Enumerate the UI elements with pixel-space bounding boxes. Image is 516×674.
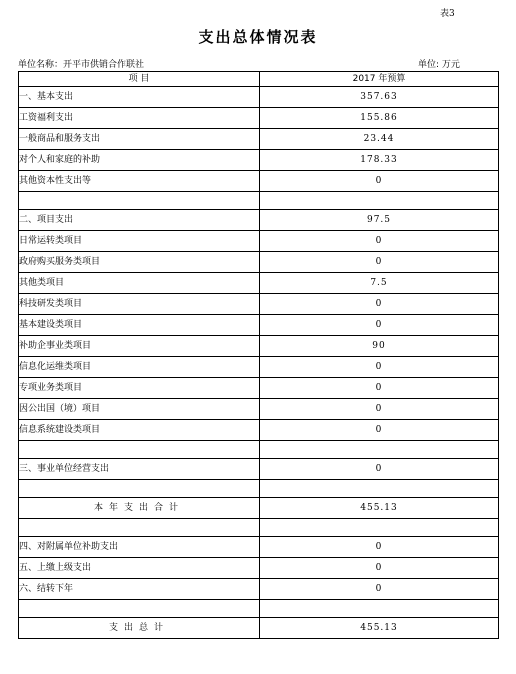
row-value-cell: 0	[260, 459, 499, 480]
row-value-cell: 455.13	[260, 618, 499, 639]
blank-row	[19, 600, 499, 618]
blank-row	[19, 519, 499, 537]
row-value-cell: 0	[260, 171, 499, 192]
row-value-cell: 0	[260, 420, 499, 441]
row-value-cell: 7.5	[260, 273, 499, 294]
table-row	[19, 252, 499, 273]
blank-cell	[260, 441, 499, 459]
table-row	[19, 420, 499, 441]
total-row	[19, 498, 499, 519]
row-value-cell: 0	[260, 537, 499, 558]
row-label-cell: 其他类项目	[19, 273, 260, 294]
row-label-cell: 专项业务类项目	[19, 378, 260, 399]
row-value-cell: 178.33	[260, 150, 499, 171]
row-value-cell: 90	[260, 336, 499, 357]
table-row	[19, 129, 499, 150]
header-budget-cell: 2017 年预算	[260, 72, 499, 87]
row-label-cell: 三、事业单位经营支出	[19, 459, 260, 480]
row-value-cell: 0	[260, 579, 499, 600]
currency-unit-label: 单位: 万元	[418, 60, 460, 70]
row-value-cell: 455.13	[260, 498, 499, 519]
row-label-cell: 支出总计	[19, 618, 260, 639]
row-value-cell: 0	[260, 357, 499, 378]
row-label-cell: 信息化运维类项目	[19, 357, 260, 378]
row-label-cell: 一、基本支出	[19, 87, 260, 108]
row-label-cell: 六、结转下年	[19, 579, 260, 600]
table-row	[19, 459, 499, 480]
row-value-cell: 0	[260, 231, 499, 252]
row-label-cell: 其他资本性支出等	[19, 171, 260, 192]
blank-cell	[260, 600, 499, 618]
table-row	[19, 108, 499, 129]
row-value-cell: 0	[260, 378, 499, 399]
row-label-cell: 四、对附属单位补助支出	[19, 537, 260, 558]
row-label-cell: 科技研发类项目	[19, 294, 260, 315]
unit-name-label: 单位名称：开平市供销合作联社	[18, 60, 145, 70]
blank-cell	[19, 480, 260, 498]
table-row	[19, 87, 499, 108]
blank-row	[19, 441, 499, 459]
table-row	[19, 378, 499, 399]
table-header-row	[19, 72, 499, 87]
row-label-cell: 基本建设类项目	[19, 315, 260, 336]
table-row	[19, 150, 499, 171]
row-value-cell: 23.44	[260, 129, 499, 150]
row-label-cell: 工资福利支出	[19, 108, 260, 129]
row-value-cell: 0	[260, 315, 499, 336]
row-value-cell: 0	[260, 294, 499, 315]
table-row	[19, 579, 499, 600]
blank-cell	[19, 519, 260, 537]
row-label-cell: 信息系统建设类项目	[19, 420, 260, 441]
row-label-cell: 五、上缴上级支出	[19, 558, 260, 579]
table-row	[19, 558, 499, 579]
table-row	[19, 336, 499, 357]
expenditure-table-body	[19, 72, 499, 639]
row-label-cell: 一般商品和服务支出	[19, 129, 260, 150]
row-label-cell: 政府购买服务类项目	[19, 252, 260, 273]
header-item-cell: 项 目	[19, 72, 260, 87]
page-title: 支出总体情况表	[198, 28, 318, 46]
table-row	[19, 171, 499, 192]
table-row	[19, 399, 499, 420]
row-value-cell: 0	[260, 252, 499, 273]
blank-cell	[260, 480, 499, 498]
row-label-cell: 日常运转类项目	[19, 231, 260, 252]
row-label-cell: 补助企事业类项目	[19, 336, 260, 357]
row-value-cell: 357.63	[260, 87, 499, 108]
row-value-cell: 97.5	[260, 210, 499, 231]
blank-cell	[260, 519, 499, 537]
row-label-cell: 二、项目支出	[19, 210, 260, 231]
table-row	[19, 210, 499, 231]
blank-cell	[260, 192, 499, 210]
blank-cell	[19, 192, 260, 210]
table-row	[19, 231, 499, 252]
row-label-cell: 因公出国（境）项目	[19, 399, 260, 420]
row-value-cell: 155.86	[260, 108, 499, 129]
row-label-cell: 本年支出合计	[19, 498, 260, 519]
blank-cell	[19, 600, 260, 618]
table-row	[19, 273, 499, 294]
table-row	[19, 357, 499, 378]
table-row	[19, 294, 499, 315]
total-row	[19, 618, 499, 639]
blank-row	[19, 192, 499, 210]
row-label-cell: 对个人和家庭的补助	[19, 150, 260, 171]
table-number-label: 表3	[440, 9, 455, 19]
row-value-cell: 0	[260, 399, 499, 420]
row-value-cell: 0	[260, 558, 499, 579]
table-row	[19, 315, 499, 336]
blank-row	[19, 480, 499, 498]
table-row	[19, 537, 499, 558]
expenditure-table	[18, 71, 499, 639]
blank-cell	[19, 441, 260, 459]
